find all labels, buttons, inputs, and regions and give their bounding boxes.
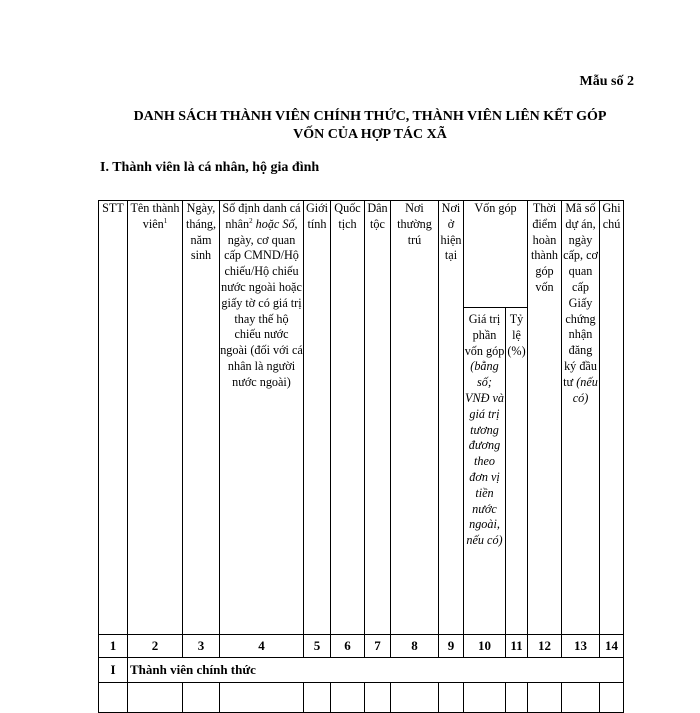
column-number: 3 [183, 635, 220, 658]
header-capital-contribution: Vốn góp [464, 201, 528, 308]
column-number: 9 [439, 635, 464, 658]
column-number: 2 [128, 635, 183, 658]
column-number: 12 [528, 635, 562, 658]
empty-cell [562, 683, 600, 713]
header-capital-value: Giá trị phần vốn góp (bằng số; VNĐ và giá trị tương đương theo đơn vị tiền nước ngoài, nếu có) [464, 308, 506, 635]
section-heading: I. Thành viên là cá nhân, hộ gia đình [100, 160, 320, 175]
empty-cell [506, 683, 528, 713]
column-number: 5 [304, 635, 331, 658]
column-number: 4 [220, 635, 304, 658]
header-permanent-address: Nơi thường trú [391, 201, 439, 635]
empty-cell [464, 683, 506, 713]
header-id-number: Số định danh cá nhân$^2$ hoặc Số, ngày, cơ quan cấp CMND/Hộ chiếu/Hộ chiếu nước ngoài hoặc giấy tờ có giá trị thay thế hộ chiếu nước ngoài (đối với cá nhân là người nước ngoài) [220, 201, 304, 635]
empty-cell [99, 683, 128, 713]
column-number: 8 [391, 635, 439, 658]
header-member-name: Tên thành viên$^1$ [128, 201, 183, 635]
header-capital-ratio: Tỷ lệ (%) [506, 308, 528, 635]
empty-cell [183, 683, 220, 713]
header-project-code: Mã số dự án, ngày cấp, cơ quan cấp Giấy chứng nhận đăng ký đầu tư (nếu có) [562, 201, 600, 635]
row-section-label: Thành viên chính thức [128, 658, 624, 683]
member-table [98, 200, 624, 713]
column-number: 13 [562, 635, 600, 658]
column-number: 10 [464, 635, 506, 658]
column-number: 11 [506, 635, 528, 658]
header-nationality: Quốc tịch [331, 201, 365, 635]
column-number: 6 [331, 635, 365, 658]
header-stt: STT [99, 201, 128, 635]
header-birth-date: Ngày, tháng, năm sinh [183, 201, 220, 635]
empty-cell [365, 683, 391, 713]
column-number: 1 [99, 635, 128, 658]
header-completion-time: Thời điểm hoàn thành góp vốn [528, 201, 562, 635]
empty-cell [304, 683, 331, 713]
empty-cell [528, 683, 562, 713]
header-current-address: Nơi ở hiện tại [439, 201, 464, 635]
empty-cell [439, 683, 464, 713]
column-number: 14 [600, 635, 624, 658]
column-number: 7 [365, 635, 391, 658]
header-gender: Giới tính [304, 201, 331, 635]
empty-cell [220, 683, 304, 713]
empty-cell [331, 683, 365, 713]
document-title-line-2: VỐN CỦA HỢP TÁC XÃ [293, 127, 447, 142]
header-ethnicity: Dân tộc [365, 201, 391, 635]
empty-cell [128, 683, 183, 713]
empty-cell [391, 683, 439, 713]
header-notes: Ghi chú [600, 201, 624, 635]
row-section-stt: I [99, 658, 128, 683]
document-title-line-1: DANH SÁCH THÀNH VIÊN CHÍNH THỨC, THÀNH VIÊN LIÊN KẾT GÓP [133, 109, 607, 124]
empty-cell [600, 683, 624, 713]
form-number: Mẫu số 2 [579, 74, 634, 89]
